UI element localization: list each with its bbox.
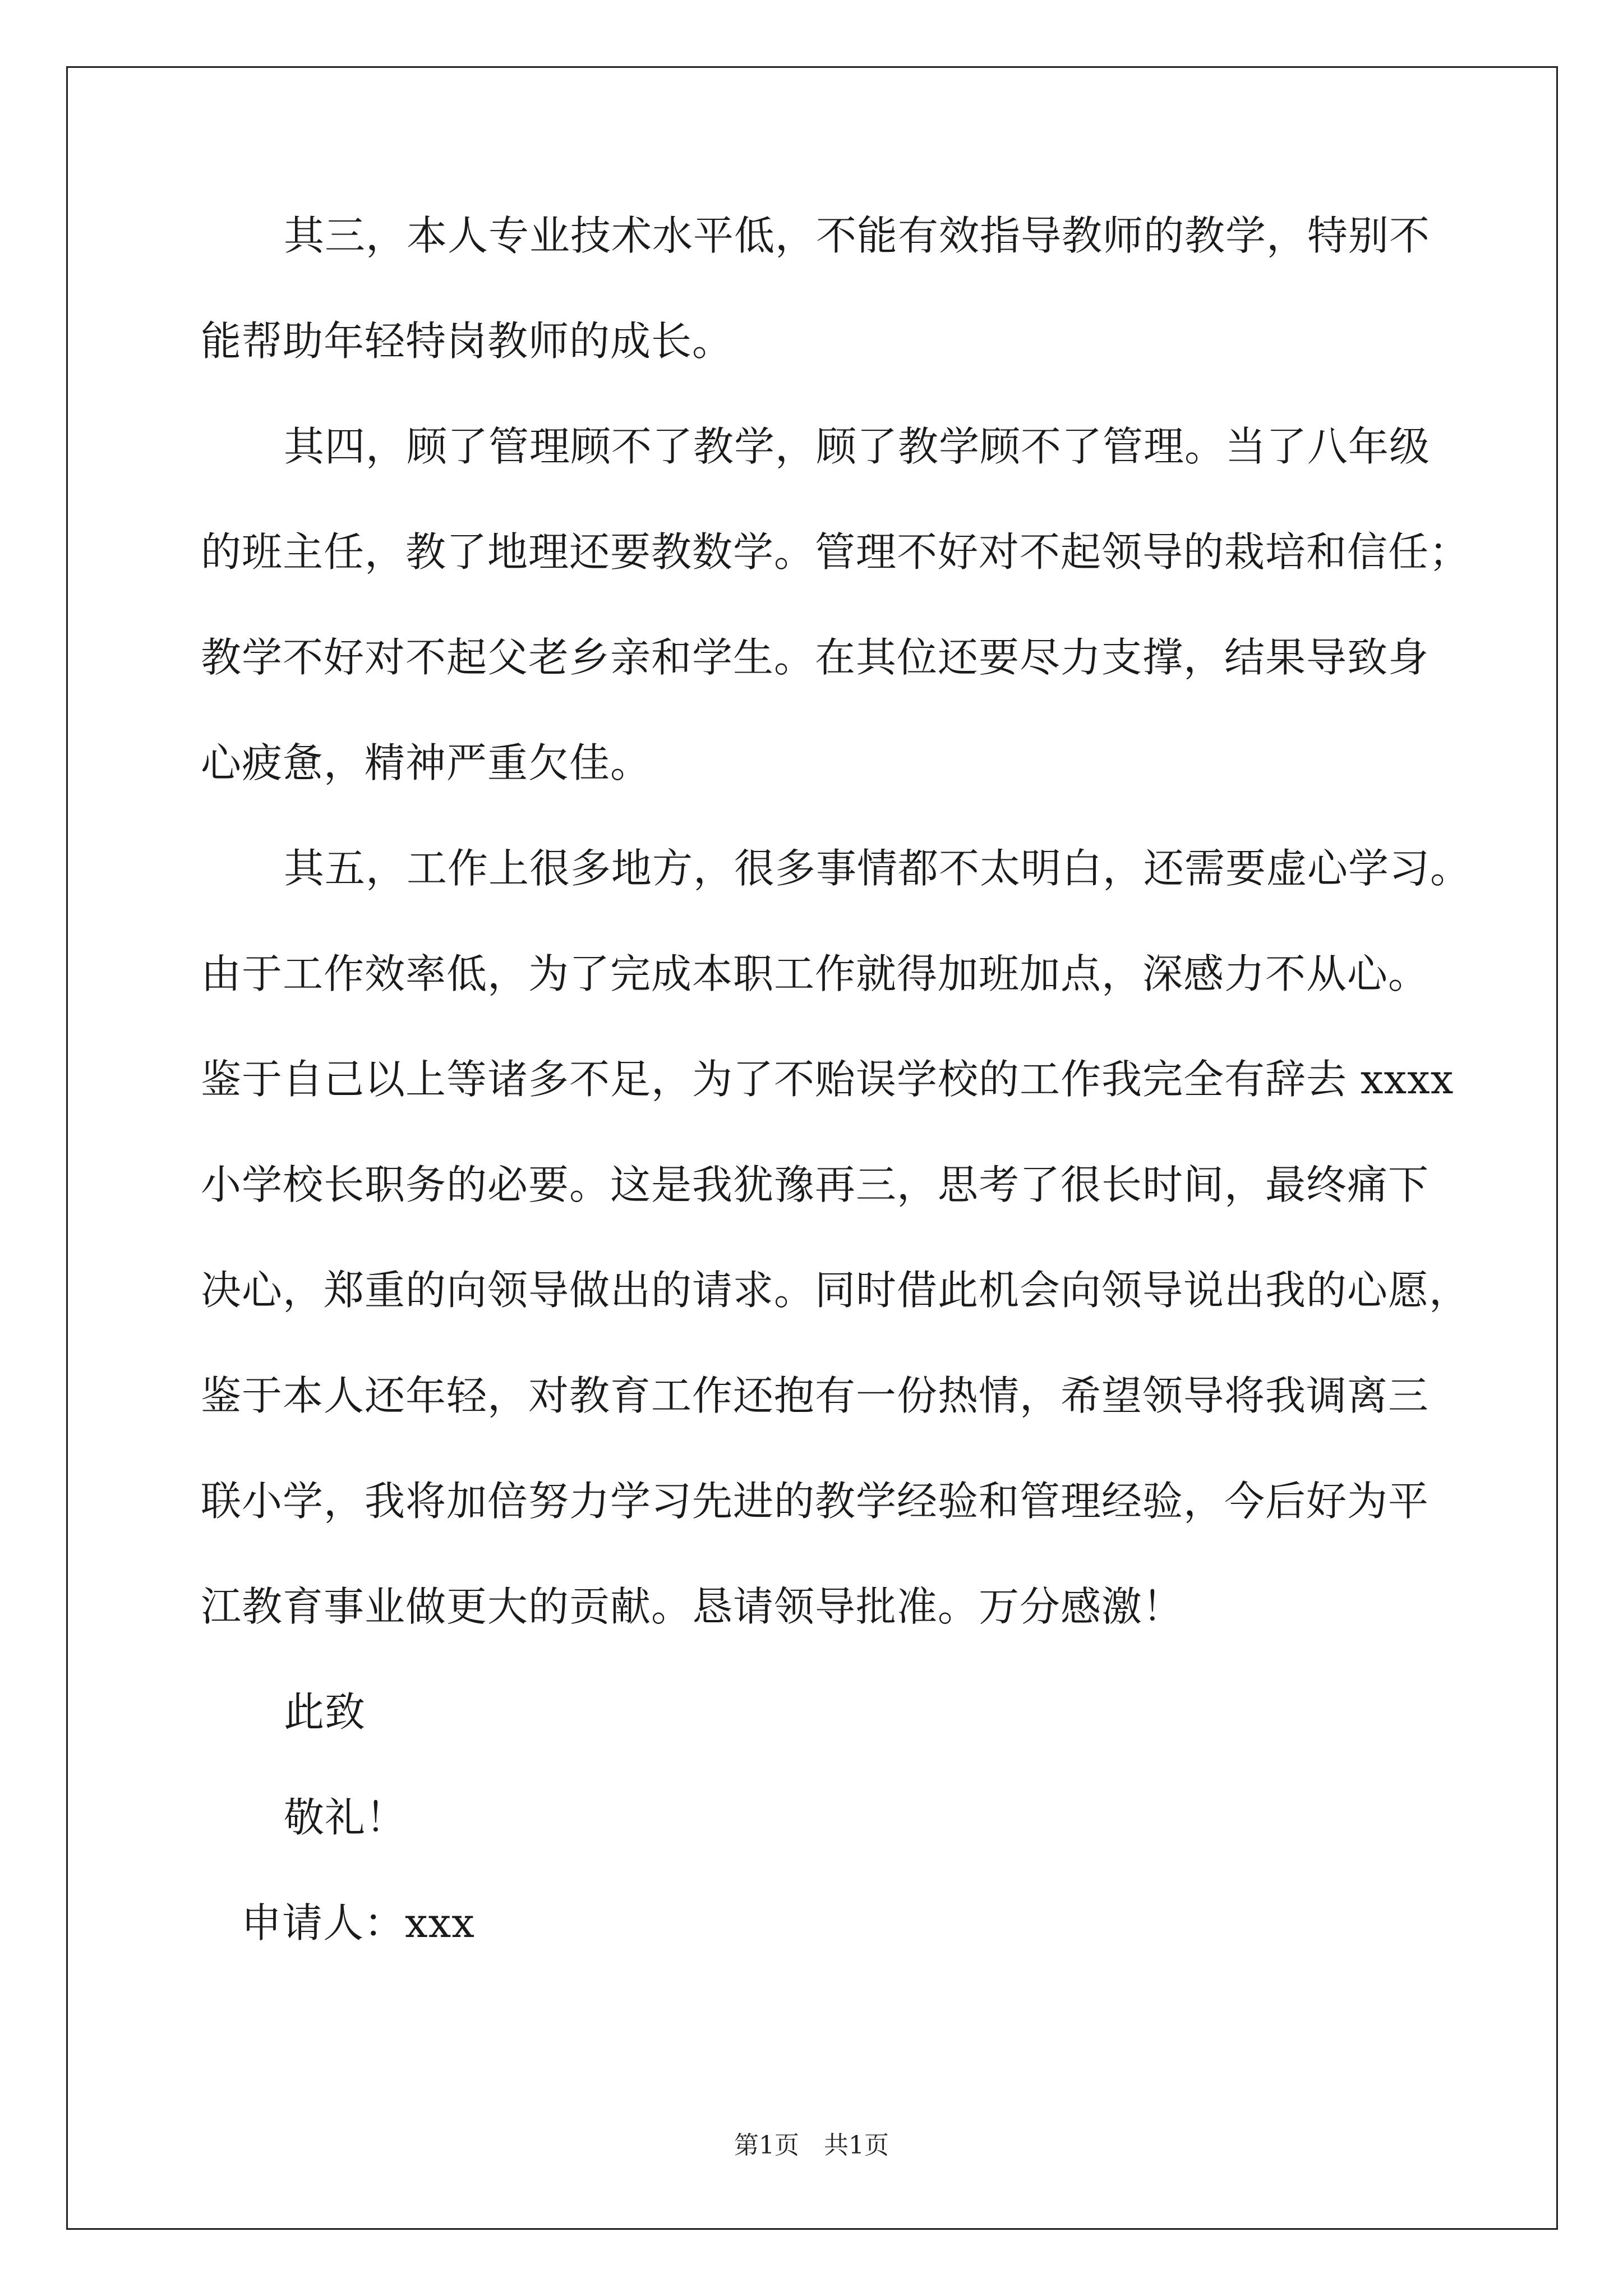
paragraph-line: 的班主任，教了地理还要教数学。管理不好对不起领导的栽培和信任； [201,528,1470,576]
paragraph-line: 小学校长职务的必要。这是我犹豫再三，思考了很长时间，最终痛下 [201,1161,1430,1208]
paragraph-line: 其四，顾了管理顾不了教学，顾了教学顾不了管理。当了八年级 [284,423,1431,470]
paragraph-line: 其五，工作上很多地方，很多事情都不太明白，还需要虚心学习。 [284,845,1472,892]
paragraph-line: 其三，本人专业技术水平低，不能有效指导教师的教学，特别不 [284,212,1431,259]
paragraph-line: 鉴于本人还年轻，对教育工作还抱有一份热情，希望领导将我调离三 [201,1372,1430,1419]
applicant-line: 申请人：xxx [241,1899,475,1947]
paragraph-line: 能帮助年轻特岗教师的成长。 [201,318,734,365]
paragraph-line: 江教育事业做更大的贡献。恳请领导批准。万分感激！ [201,1583,1184,1630]
paragraph-line: 联小学，我将加倍努力学习先进的教学经验和管理经验，今后好为平 [201,1478,1430,1525]
closing-text: 此致 [284,1688,366,1736]
paragraph-line: 鉴于自己以上等诸多不足，为了不贻误学校的工作我完全有辞去 xxxx [201,1056,1454,1103]
salutation-text: 敬礼！ [284,1794,407,1841]
page-footer: 第1页 共1页 [734,2131,889,2160]
paragraph-line: 心疲惫，精神严重欠佳。 [201,739,652,786]
paragraph-line: 决心，郑重的向领导做出的请求。同时借此机会向领导说出我的心愿， [201,1267,1470,1314]
paragraph-line: 教学不好对不起父老乡亲和学生。在其位还要尽力支撑，结果导致身 [201,634,1430,681]
paragraph-line: 由于工作效率低，为了完成本职工作就得加班加点，深感力不从心。 [201,950,1430,997]
